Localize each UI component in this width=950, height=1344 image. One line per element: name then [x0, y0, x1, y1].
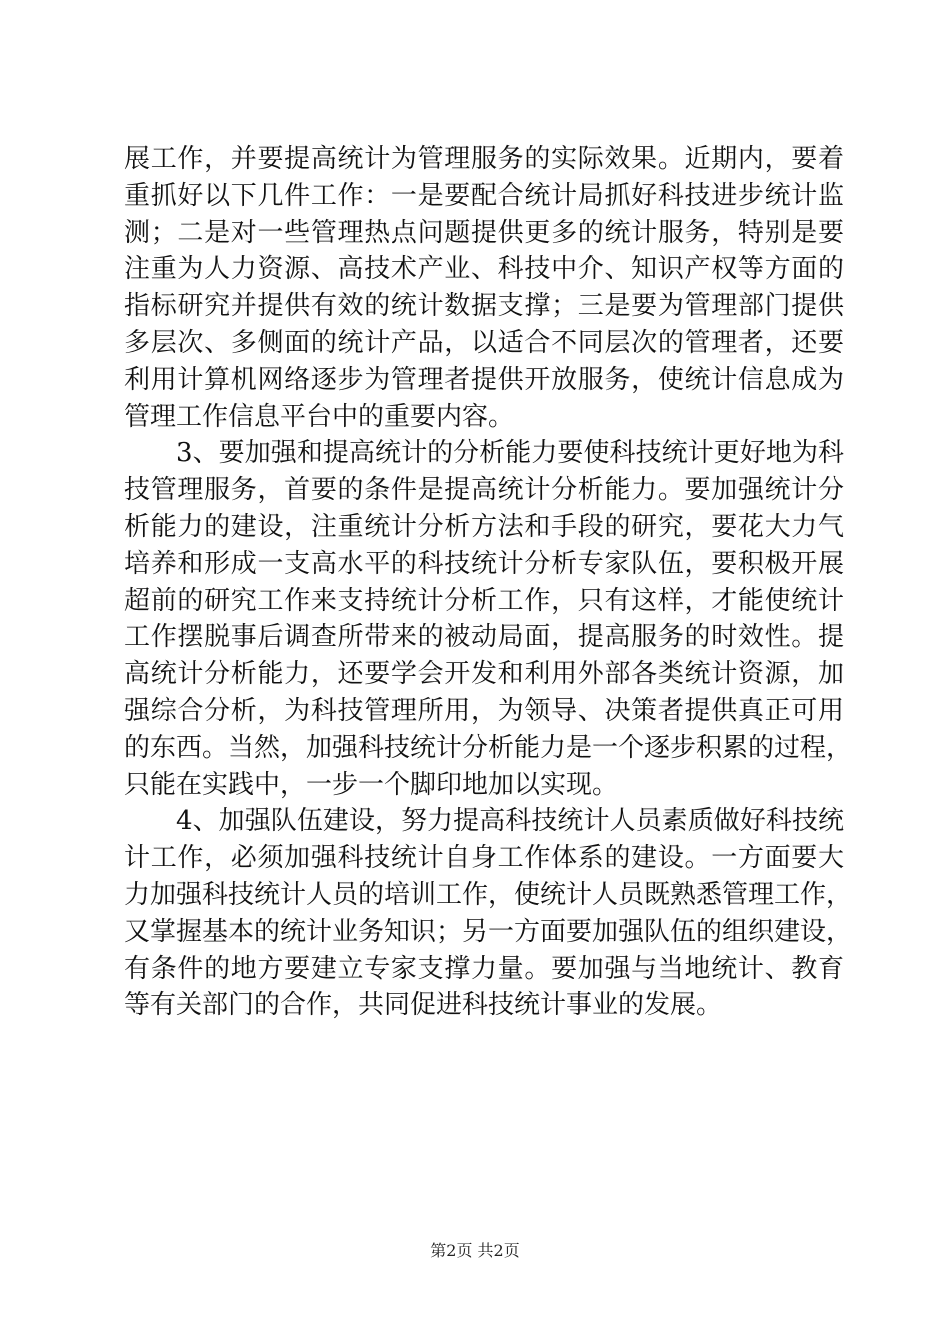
text-line: 多层次、多侧面的统计产品，以适合不同层次的管理者，还要: [124, 327, 844, 358]
text-line: 计工作，必须加强科技统计自身工作体系的建设。一方面要大: [124, 843, 844, 874]
text-line: 展工作，并要提高统计为管理服务的实际效果。近期内，要着: [124, 144, 844, 174]
paragraph-3: [124, 803, 853, 1024]
text-line: 测；二是对一些管理热点问题提供更多的统计服务，特别是要: [124, 217, 844, 248]
paragraph-2: [124, 435, 853, 803]
text-line: 4、加强队伍建设，努力提高科技统计人员素质做好科技统: [176, 806, 844, 837]
text-line: 超前的研究工作来支持统计分析工作，只有这样，才能使统计: [124, 585, 844, 616]
text-line: 指标研究并提供有效的统计数据支撑；三是要为管理部门提供: [124, 291, 844, 322]
text-line: 3、要加强和提高统计的分析能力要使科技统计更好地为科: [176, 438, 844, 469]
text-line: 工作摆脱事后调查所带来的被动局面，提高服务的时效性。提: [124, 622, 844, 653]
text-line: 析能力的建设，注重统计分析方法和手段的研究，要花大力气: [124, 511, 844, 542]
text-line: 力加强科技统计人员的培训工作，使统计人员既熟悉管理工作，: [124, 879, 853, 910]
text-line: 管理工作信息平台中的重要内容。: [124, 401, 515, 432]
document-body: [124, 141, 853, 1024]
text-line: 高统计分析能力，还要学会开发和利用外部各类统计资源，加: [124, 659, 844, 690]
text-line: 强综合分析，为科技管理所用，为领导、决策者提供真正可用: [124, 695, 844, 726]
text-line: 又掌握基本的统计业务知识；另一方面要加强队伍的组织建设，: [124, 916, 853, 947]
text-line: 技管理服务，首要的条件是提高统计分析能力。要加强统计分: [124, 475, 844, 506]
text-line: 有条件的地方要建立专家支撑力量。要加强与当地统计、教育: [124, 953, 844, 984]
text-line: 只能在实践中，一步一个脚印地加以实现。: [124, 769, 619, 800]
text-line: 利用计算机网络逐步为管理者提供开放服务，使统计信息成为: [124, 364, 844, 395]
paragraph-1: [124, 141, 844, 435]
text-line: 重抓好以下几件工作：一是要配合统计局抓好科技进步统计监: [124, 180, 844, 211]
text-line: 的东西。当然，加强科技统计分析能力是一个逐步积累的过程，: [124, 732, 853, 763]
page-number-footer: 第2页 共2页: [430, 1241, 520, 1260]
text-line: 培养和形成一支高水平的科技统计分析专家队伍，要积极开展: [124, 548, 844, 579]
text-line: 注重为人力资源、高技术产业、科技中介、知识产权等方面的: [124, 254, 844, 285]
text-line: 等有关部门的合作，共同促进科技统计事业的发展。: [124, 990, 723, 1021]
